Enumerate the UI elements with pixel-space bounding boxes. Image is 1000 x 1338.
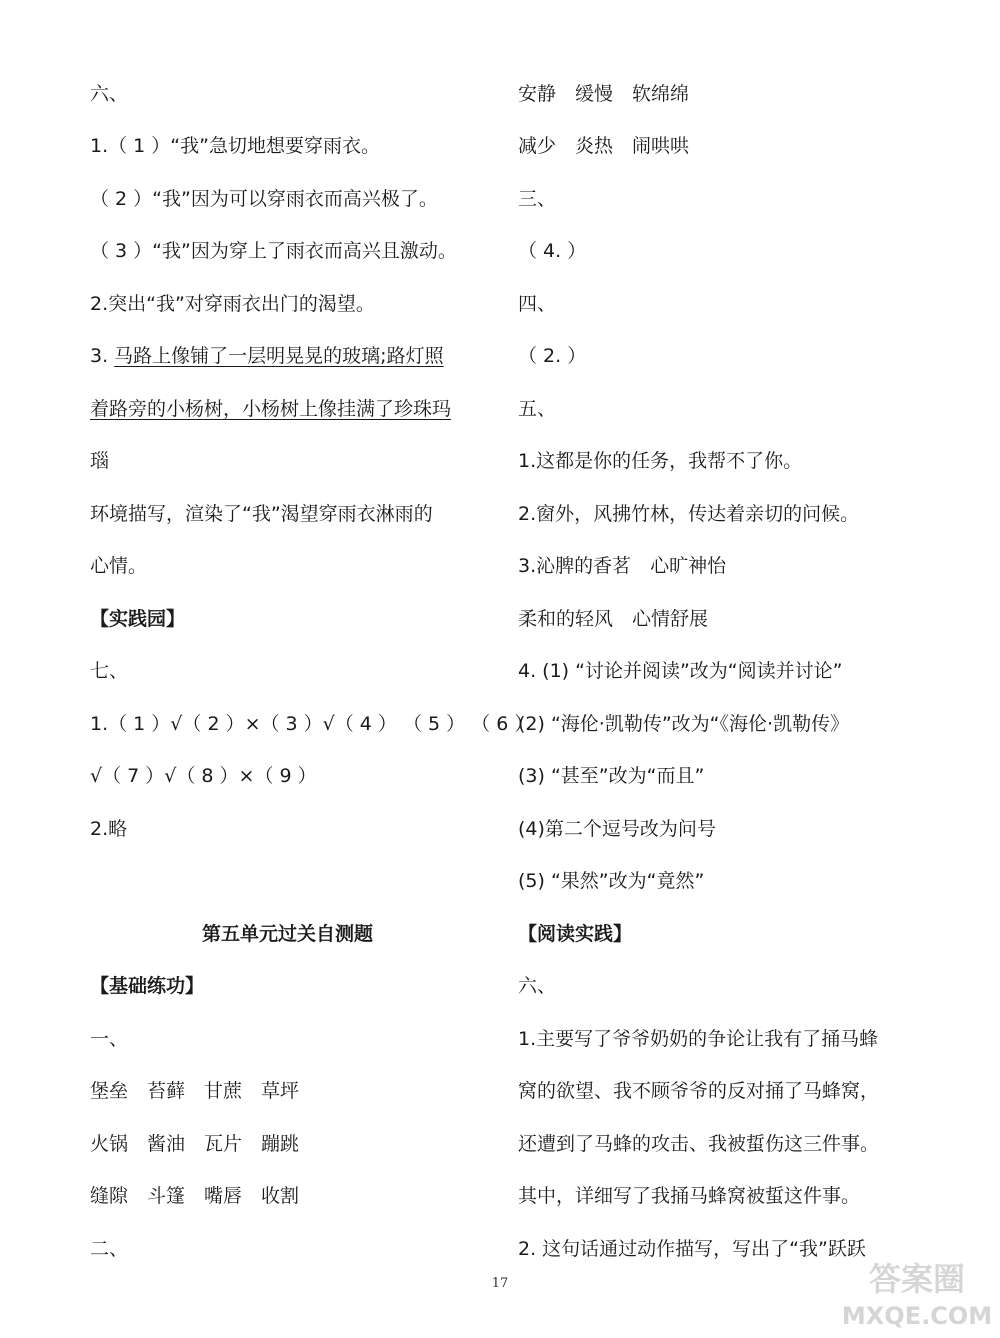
answer-line: 2. 这句话通过动作描写，写出了“我”跃跃 <box>518 1238 866 1260</box>
answer-line: (4)第二个逗号改为问号 <box>518 818 716 840</box>
answer-line: 1.（ 1 ）“我”急切地想要穿雨衣。 <box>90 135 380 157</box>
answer-line: 柔和的轻风 心情舒展 <box>518 608 709 630</box>
word-list: 堡垒 苔藓 甘蔗 草坪 <box>90 1080 300 1102</box>
answer-line: （ 2 ）“我”因为可以穿雨衣而高兴极了。 <box>90 188 438 210</box>
answer-number: 3. <box>90 345 115 367</box>
section-heading: 六、 <box>90 83 129 105</box>
word-list: 安静 缓慢 软绵绵 <box>518 83 690 105</box>
answer-line: 2.略 <box>90 818 128 840</box>
answer-line: 其中，详细写了我捅马蜂窝被蜇这件事。 <box>518 1185 861 1207</box>
unit-title: 第五单元过关自测题 <box>201 923 373 945</box>
answer-line <box>90 343 444 369</box>
answer-line: 1.这都是你的任务，我帮不了你。 <box>518 450 803 472</box>
answer-line: 心情。 <box>90 555 148 577</box>
word-list: 缝隙 斗篷 嘴唇 收割 <box>90 1185 300 1207</box>
section-title: 【阅读实践】 <box>518 923 633 945</box>
watermark-text-top: 答案圈 <box>868 1260 966 1298</box>
section-heading: 五、 <box>518 398 557 420</box>
section-heading: 二、 <box>90 1238 129 1260</box>
answer-line: 窝的欲望、我不顾爷爷的反对捅了马蜂窝， <box>518 1080 880 1102</box>
section-heading: 六、 <box>518 975 557 997</box>
answer-line: 2.突出“我”对穿雨衣出门的渴望。 <box>90 293 375 315</box>
section-heading: 一、 <box>90 1028 129 1050</box>
underlined-sentence: 马路上像铺了一层明晃晃的玻璃;路灯照 <box>114 345 444 367</box>
page-number: 17 <box>491 1276 509 1291</box>
word-list: 火锅 酱油 瓦片 蹦跳 <box>90 1133 300 1155</box>
word-list: 减少 炎热 闹哄哄 <box>518 135 690 157</box>
section-heading: 七、 <box>90 660 129 682</box>
answer-line: 1.（ 1 ）√（ 2 ）×（ 3 ）√（ 4 ） （ 5 ） （ 6 ） <box>90 713 534 735</box>
answer-line: (5) “果然”改为“竟然” <box>518 870 705 892</box>
section-title: 【基础练功】 <box>90 975 205 997</box>
underlined-sentence: 着路旁的小杨树，小杨树上像挂满了珍珠玛 <box>90 398 452 420</box>
answer-line: 环境描写，渲染了“我”渴望穿雨衣淋雨的 <box>90 503 433 525</box>
section-title: 【实践园】 <box>90 608 186 630</box>
answer-line: 4. (1) “讨论并阅读”改为“阅读并讨论” <box>518 660 843 682</box>
answer-line: 1.主要写了爷爷奶奶的争论让我有了捅马蜂 <box>518 1028 879 1050</box>
answer-line: (2) “海伦·凯勒传”改为“《海伦·凯勒传》 <box>518 713 850 735</box>
section-heading: 三、 <box>518 188 557 210</box>
answer-line: （ 2. ） <box>518 345 587 367</box>
watermark-text-bottom: MXQE.COM <box>842 1302 992 1330</box>
answer-line: √（ 7 ）√（ 8 ）×（ 9 ） <box>90 765 317 787</box>
answer-line: 2.窗外，风拂竹林，传达着亲切的问候。 <box>518 503 860 525</box>
section-heading: 四、 <box>518 293 557 315</box>
answer-line: 3.沁脾的香茗 心旷神怡 <box>518 555 727 577</box>
answer-line: （ 3 ）“我”因为穿上了雨衣而高兴且激动。 <box>90 240 457 262</box>
answer-line: 瑙 <box>90 450 110 472</box>
watermark-logo <box>842 1250 992 1332</box>
answer-line: 还遭到了马蜂的攻击、我被蜇伤这三件事。 <box>518 1133 880 1155</box>
answer-line: (3) “甚至”改为“而且” <box>518 765 705 787</box>
answer-line: （ 4. ） <box>518 240 587 262</box>
